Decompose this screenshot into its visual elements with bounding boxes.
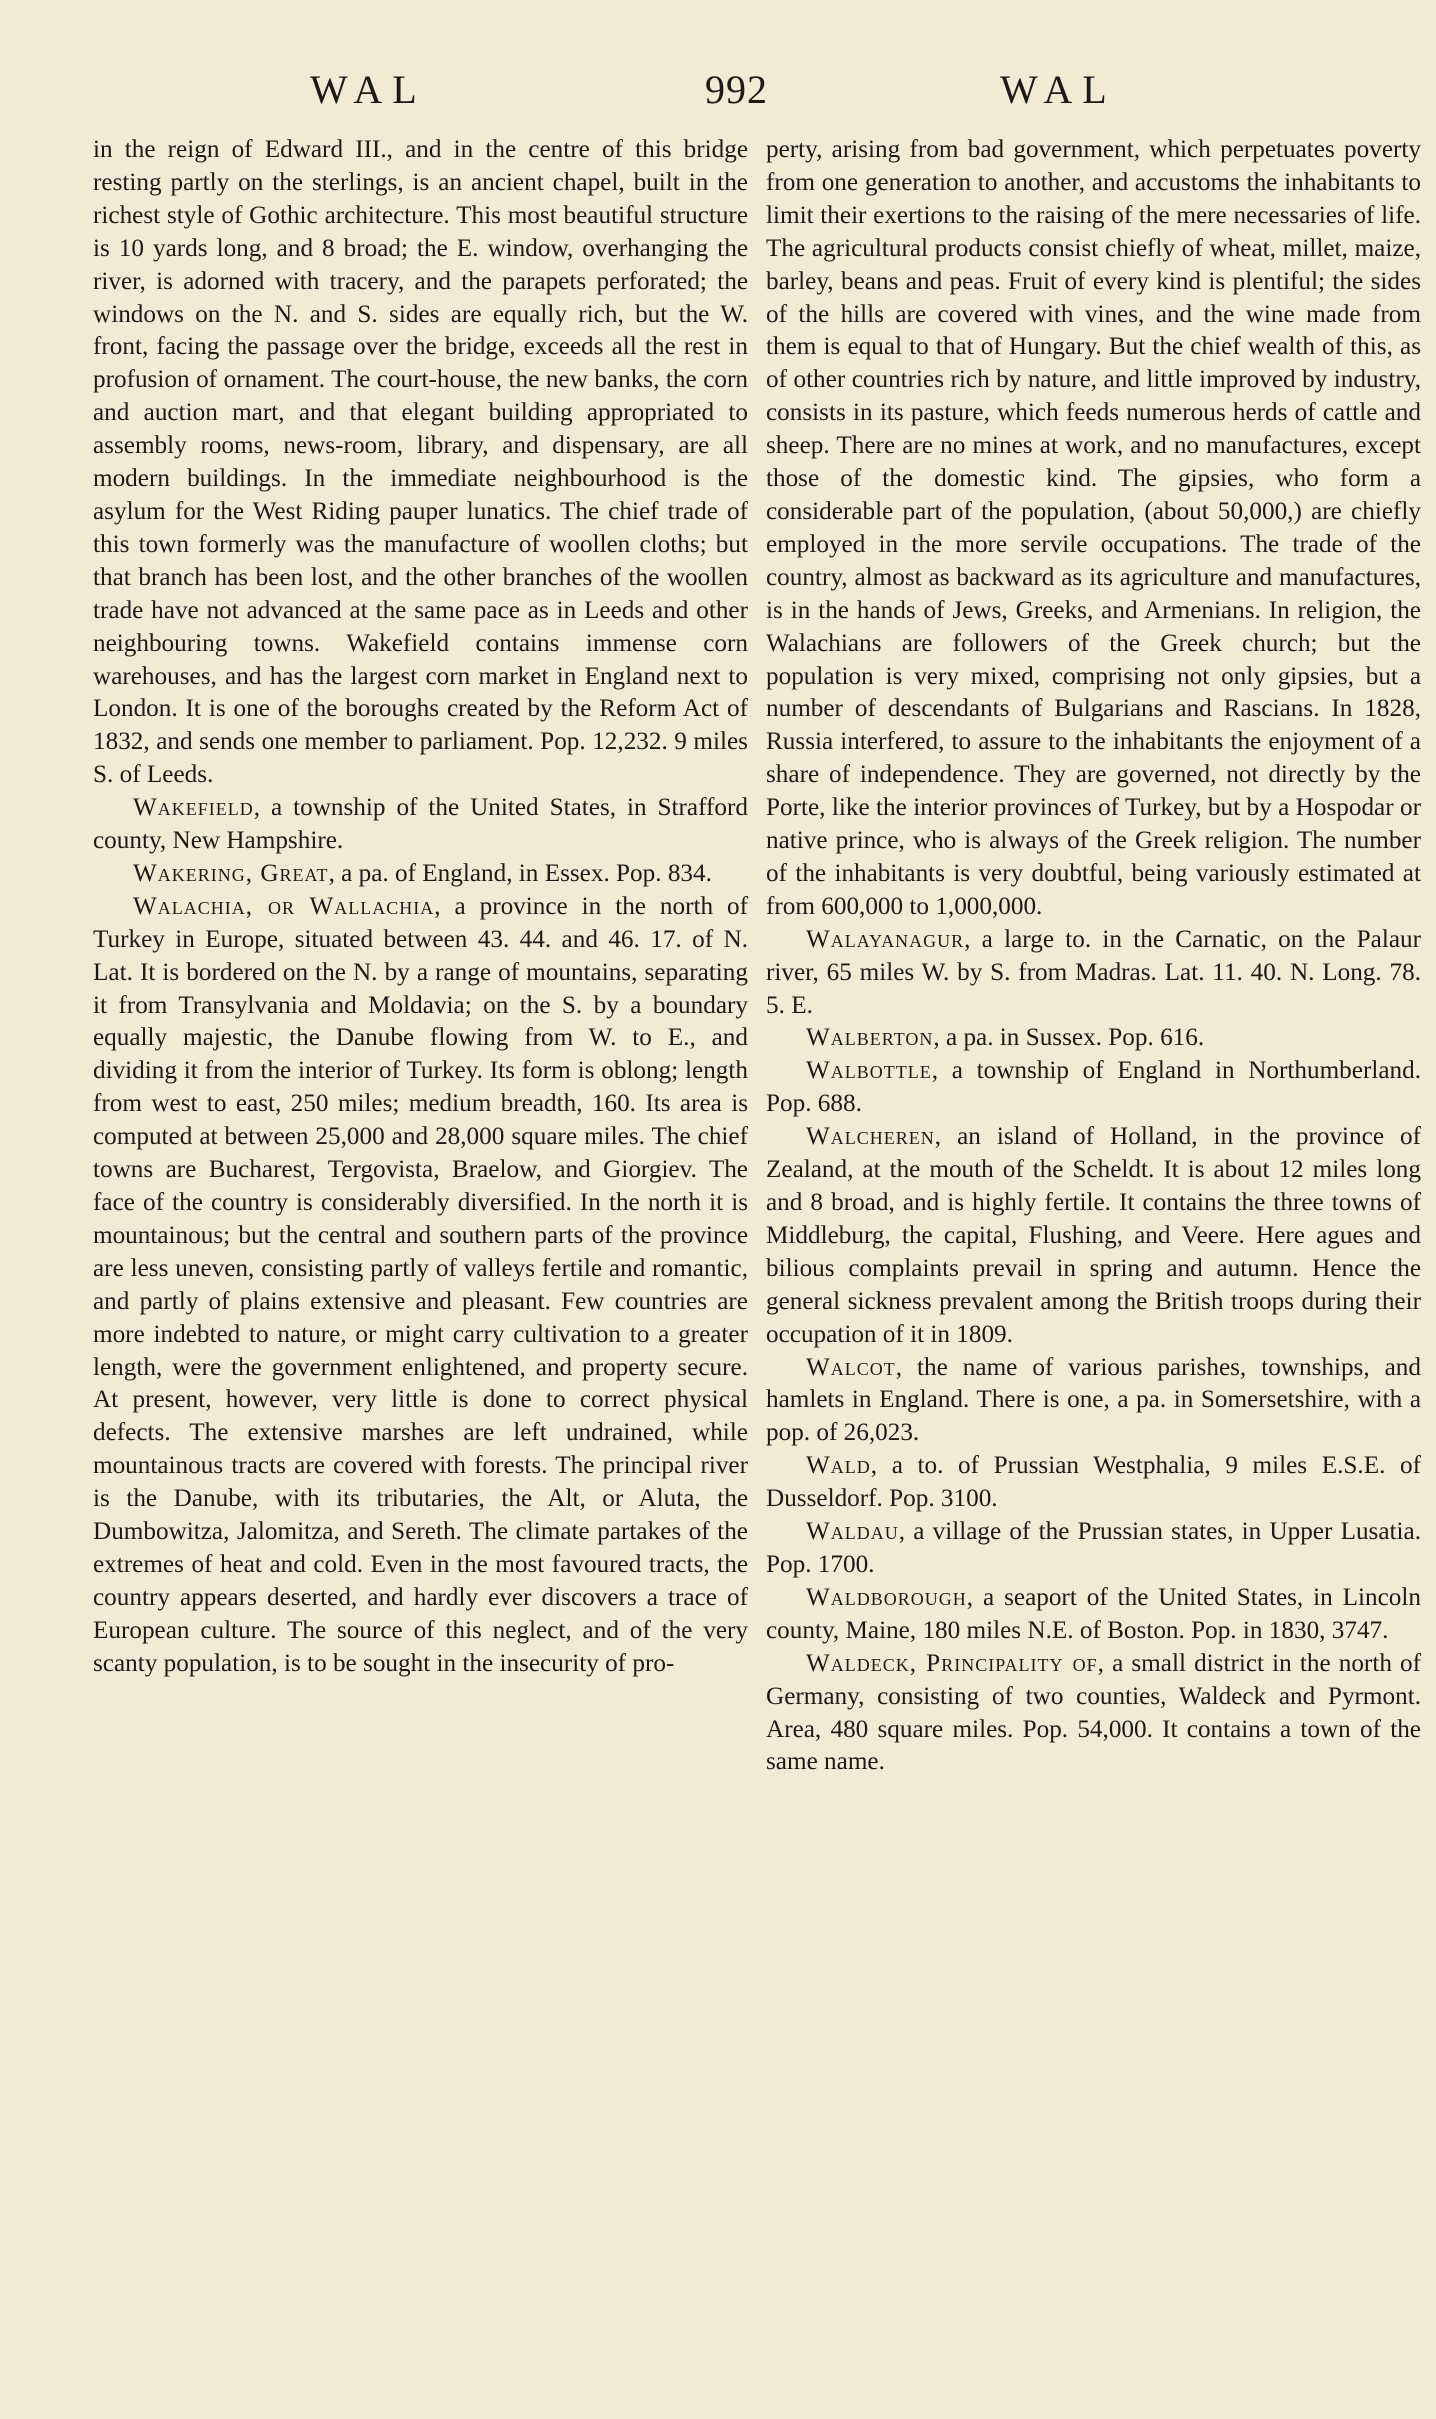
entry-continuation — [766, 134, 1421, 924]
entry-text: , a large to. in the Carnatic, on the Palaur river, 65 miles W. by S. from Madras. Lat. 11. 40. N. Long. 78. 5. E. — [766, 925, 1421, 1019]
entry-headword: Walbottle — [806, 1057, 932, 1085]
left-column — [93, 134, 748, 1681]
entry-text: , a township of England in Northumberland. Pop. 688. — [766, 1057, 1421, 1118]
dictionary-entry — [766, 1516, 1421, 1582]
dictionary-entry — [93, 792, 748, 858]
entry-headword: Waldborough — [806, 1583, 967, 1611]
entry-headword: Wakefield — [133, 794, 254, 822]
entry-text: , the name of various parishes, townships, and hamlets in England. There is one, a pa. in Somersetshire, with a pop. of 26,023. — [766, 1353, 1421, 1447]
entry-headword: Walcot — [806, 1353, 896, 1381]
right-column — [766, 134, 1421, 1779]
entry-text: in the reign of Edward III., and in the centre of this bridge resting partly on the sterlings, is an ancient chapel, built in the richest style of Gothic architecture. This most beautiful structure is 10 yards long, and 8 broad; the E. window, overhanging the river, is adorned with tracery, and the parapets perforated; the windows on the N. and S. sides are equally rich, but the W. front, facing the passage over the bridge, exceeds all the rest in profusion of ornament. The court-house, the new banks, the corn and auction mart, and that elegant building appropriated to assembly rooms, news-room, library, and dispensary, are all modern buildings. In the immediate neighbourhood is the asylum for the West Riding pauper lunatics. The chief trade of this town formerly was the manufacture of woollen cloths; but that branch has been lost, and the other branches of the woollen trade have not advanced at the same pace as in Leeds and other neighbouring towns. Wakefield contains immense corn warehouses, and has the largest corn market in England next to London. It is one of the boroughs created by the Reform Act of 1832, and sends one member to parliament. Pop. 12,232. 9 miles S. of Leeds. — [93, 136, 748, 789]
header-right-guideword: WAL — [1000, 67, 1117, 112]
dictionary-entry — [766, 1121, 1421, 1351]
dictionary-entry — [766, 924, 1421, 1023]
header-left-guideword: WAL — [310, 67, 427, 112]
entry-headword: Walachia, or Wallachia — [133, 892, 435, 920]
entry-text: , a village of the Prussian states, in Upper Lusatia. Pop. 1700. — [766, 1518, 1421, 1578]
entry-headword: Wald — [806, 1452, 871, 1480]
entry-continuation — [93, 134, 748, 792]
entry-text: , a seaport of the United States, in Lincoln county, Maine, 180 miles N.E. of Boston. Pop. in 1830, 3747. — [766, 1583, 1421, 1644]
dictionary-entry — [766, 1352, 1421, 1451]
entry-text: , a to. of Prussian Westphalia, 9 miles E.S.E. of Dusseldorf. Pop. 3100. — [766, 1452, 1421, 1513]
entry-headword: Walayanagur — [806, 925, 965, 953]
entry-headword: Waldau — [806, 1518, 899, 1546]
entry-text: , a province in the north of Turkey in Europe, situated between 43. 44. and 46. 17. of N. Lat. It is bordered on the N. by a range of mountains, separating it from Transylvania and Moldavia; on the S. by a boundary equally majestic, the Danube flowing from W. to E., and dividing it from the interior of Turkey. Its form is oblong; length from west to east, 250 miles; medium breadth, 160. Its area is computed at between 25,000 and 28,000 square miles. The chief towns are Bucharest, Tergovista, Braelow, and Giorgiev. The face of the country is considerably diversified. In the north it is mountainous; but the central and southern parts of the province are less uneven, consisting partly of valleys fertile and romantic, and partly of plains extensive and pleasant. Few countries are more indebted to nature, or might carry cultivation to a greater length, were the government enlightened, and property secure. At present, however, very little is done to correct physical defects. The extensive marshes are left undrained, while mountainous tracts are covered with forests. The principal river is the Danube, with its tributaries, the Alt, or Aluta, the Dumbowitza, Jalomitza, and Sereth. The climate partakes of the extremes of heat and cold. Even in the most favoured tracts, the country appears deserted, and hardly ever discovers a trace of European culture. The source of this neglect, and of the very scanty population, is to be sought in the insecurity of pro- — [93, 892, 748, 1677]
entry-text: , a small district in the north of Germany, consisting of two counties, Waldeck and Pyrmont. Area, 480 square miles. Pop. 54,000. It contains a town of the same name. — [766, 1649, 1422, 1776]
dictionary-entry — [93, 891, 748, 1681]
dictionary-entry — [766, 1055, 1421, 1121]
dictionary-entry — [766, 1022, 1421, 1055]
entry-text: , a pa. of England, in Essex. Pop. 834. — [328, 859, 712, 887]
entry-text: perty, arising from bad government, which perpetuates poverty from one generation to another, and accustoms the inhabitants to limit their exertions to the raising of the mere necessaries of life. The agricultural products consist chiefly of wheat, millet, maize, barley, beans and peas. Fruit of every kind is plentiful; the sides of the hills are covered with vines, and the wine made from them is equal to that of Hungary. But the chief wealth of this, as of other countries rich by nature, and little improved by industry, consists in its pasture, which feeds numerous herds of cattle and sheep. There are no mines at work, and no manufactures, except those of the domestic kind. The gipsies, who form a considerable part of the population, (about 50,000,) are chiefly employed in the more servile occupations. The trade of the country, almost as backward as its agriculture and manufactures, is in the hands of Jews, Greeks, and Armenians. In religion, the Walachians are followers of the Greek church; but the population is very mixed, comprising not only gipsies, but a number of descendants of Bulgarians and Rascians. In 1828, Russia interfered, to assure to the inhabitants the enjoyment of a share of independence. They are governed, not directly by the Porte, like the interior provinces of Turkey, but by a Hospodar or native prince, who is always of the Greek religion. The number of the inhabitants is very doubtful, being variously estimated at from 600,000 to 1,000,000. — [766, 136, 1421, 920]
entry-headword: Waldeck, Principality of — [806, 1649, 1098, 1677]
page-number: 992 — [705, 67, 768, 112]
dictionary-entry — [766, 1648, 1421, 1780]
dictionary-entry — [93, 858, 748, 891]
running-header — [300, 66, 1200, 126]
entry-text: , an island of Holland, in the province of Zealand, at the mouth of the Scheldt. It is about 12 miles long and 8 broad, and is highly fertile. It contains the three towns of Middleburg, the capital, Flushing, and Veere. Here agues and bilious complaints prevail in spring and autumn. Hence the general sickness prevalent among the British troops during their occupation of it in 1809. — [766, 1123, 1421, 1348]
entry-text: , a pa. in Sussex. Pop. 616. — [933, 1024, 1205, 1052]
entry-text: , a township of the United States, in Strafford county, New Hampshire. — [93, 794, 748, 855]
entry-headword: Wakering, Great — [133, 859, 329, 887]
dictionary-entry — [766, 1582, 1421, 1648]
dictionary-entry — [766, 1450, 1421, 1516]
entry-headword: Walcheren — [806, 1123, 935, 1151]
entry-headword: Walberton — [806, 1024, 934, 1052]
